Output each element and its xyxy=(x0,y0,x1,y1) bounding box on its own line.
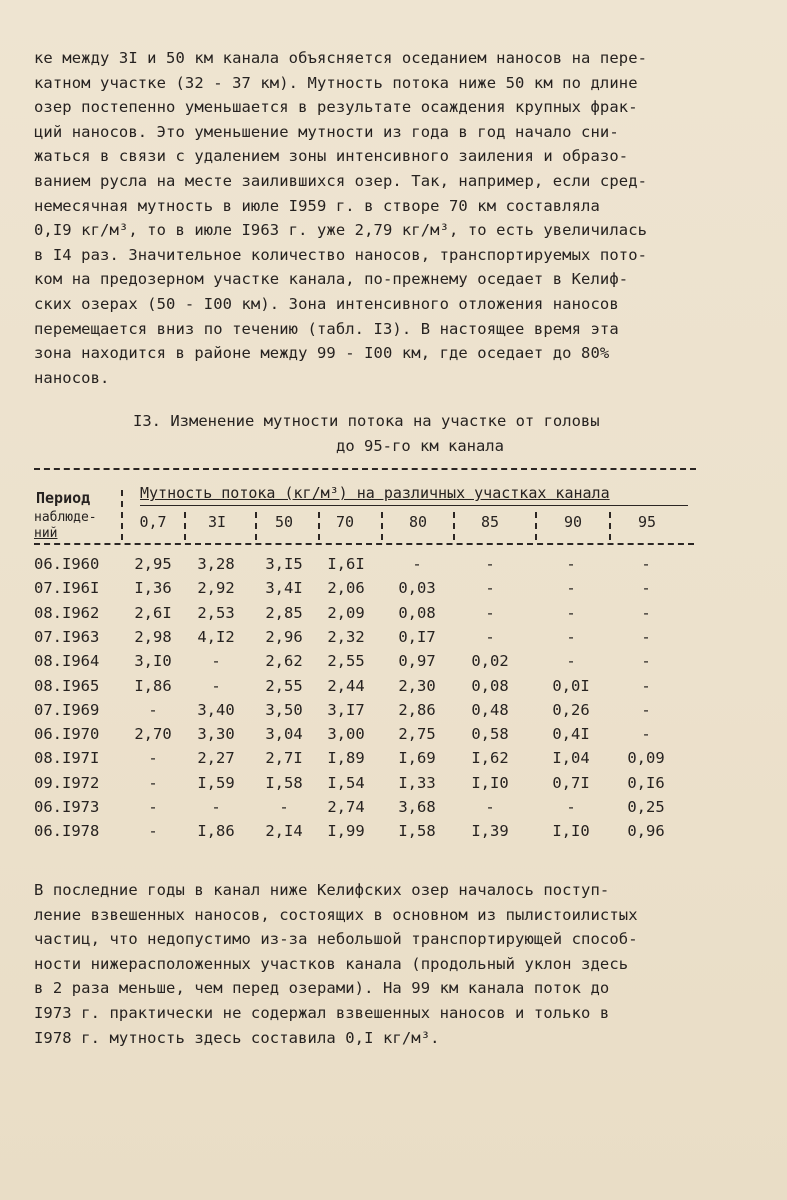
turbidity-value-cell: I,36 xyxy=(134,579,172,598)
table-row xyxy=(0,774,787,798)
text-line: немесячная мутность в июле I959 г. в створе 70 км составляла xyxy=(34,196,600,215)
turbidity-value-cell: 2,86 xyxy=(398,700,436,719)
text-line: I973 г. практически не содержал взвешенных наносов и только в xyxy=(34,1003,610,1022)
turbidity-value-cell: 2,30 xyxy=(398,676,436,695)
column-header-km-0-7: 0,7 xyxy=(139,513,167,531)
column-separator xyxy=(535,512,537,540)
table-row xyxy=(0,628,787,652)
text-line: катном участке (32 - 37 км). Мутность потока ниже 50 км по длине xyxy=(34,73,638,92)
turbidity-value-cell: 2,96 xyxy=(265,627,303,646)
text-line: ности нижерасположенных участков канала (продольный уклон здесь xyxy=(34,954,629,973)
text-line: частиц, что недопустимо из-за небольшой транспортирующей способ- xyxy=(34,930,638,949)
turbidity-value-cell: 2,6I xyxy=(134,603,172,622)
period-cell: 06.I978 xyxy=(34,822,100,841)
turbidity-value-cell: 0,09 xyxy=(627,749,665,768)
text-line: ций наносов. Это уменьшение мутности из года в год начало сни- xyxy=(34,122,619,141)
turbidity-value-cell: - xyxy=(148,822,158,841)
turbidity-group-header: Мутность потока (кг/м³) на различных участках канала xyxy=(140,484,610,502)
period-cell: 09.I972 xyxy=(34,773,100,792)
header-bottom-rule xyxy=(34,543,694,545)
text-line: ке между 3I и 50 км канала объясняется оседанием наносов на пере- xyxy=(34,49,648,67)
period-cell: 07.I963 xyxy=(34,627,100,646)
turbidity-value-cell: - xyxy=(641,555,651,573)
turbidity-value-cell: - xyxy=(641,725,651,744)
text-line: озер постепенно уменьшается в результате осаждения крупных фрак- xyxy=(34,98,638,117)
column-separator xyxy=(121,490,123,540)
turbidity-value-cell: - xyxy=(566,603,576,622)
column-header-km-70: 70 xyxy=(335,513,355,531)
period-cell: 08.I97I xyxy=(34,749,100,768)
turbidity-value-cell: I,I0 xyxy=(552,822,590,841)
text-line: перемещается вниз по течению (табл. I3). В настоящее время эта xyxy=(34,319,619,338)
turbidity-value-cell: I,58 xyxy=(265,773,303,792)
turbidity-value-cell: 3,I5 xyxy=(265,555,303,573)
turbidity-value-cell: 2,55 xyxy=(327,652,365,671)
table-row xyxy=(0,677,787,701)
turbidity-value-cell: I,89 xyxy=(327,749,365,768)
turbidity-value-cell: 2,95 xyxy=(134,555,172,573)
turbidity-value-cell: 2,7I xyxy=(265,749,303,768)
table-top-rule xyxy=(34,468,696,470)
turbidity-value-cell: I,69 xyxy=(398,749,436,768)
column-separator xyxy=(453,512,455,540)
turbidity-value-cell: I,6I xyxy=(327,555,365,573)
turbidity-value-cell: 3,68 xyxy=(398,798,436,816)
column-separator xyxy=(184,512,186,540)
column-separator xyxy=(255,512,257,540)
turbidity-value-cell: 0,I6 xyxy=(627,773,665,792)
turbidity-value-cell: - xyxy=(211,652,221,671)
text-line: В последние годы в канал ниже Келифских озер началось поступ- xyxy=(34,881,610,899)
turbidity-value-cell: - xyxy=(148,798,158,816)
turbidity-value-cell: 2,I4 xyxy=(265,822,303,841)
turbidity-value-cell: - xyxy=(566,627,576,646)
turbidity-value-cell: I,86 xyxy=(197,822,235,841)
turbidity-value-cell: I,58 xyxy=(398,822,436,841)
table-row xyxy=(0,579,787,603)
turbidity-value-cell: 3,40 xyxy=(197,700,235,719)
column-header-km-31: 3I xyxy=(207,513,227,531)
table-caption: I3. Изменение мутности потока на участке от головы xyxy=(133,412,600,430)
period-header: Период xyxy=(36,489,91,507)
turbidity-value-cell: 0,97 xyxy=(398,652,436,671)
turbidity-value-cell: 3,04 xyxy=(265,725,303,744)
text-line: ских озерах (50 - I00 км). Зона интенсивного отложения наносов xyxy=(34,294,619,313)
turbidity-value-cell: 0,I7 xyxy=(398,627,436,646)
turbidity-value-cell: I,33 xyxy=(398,773,436,792)
text-line: в 2 раза меньше, чем перед озерами). На 99 км канала поток до xyxy=(34,979,610,998)
turbidity-value-cell: 2,27 xyxy=(197,749,235,768)
turbidity-value-cell: 2,06 xyxy=(327,579,365,598)
group-header-underline xyxy=(140,505,688,506)
turbidity-value-cell: I,I0 xyxy=(471,773,509,792)
turbidity-value-cell: 2,32 xyxy=(327,627,365,646)
turbidity-value-cell: - xyxy=(148,773,158,792)
turbidity-value-cell: 0,25 xyxy=(627,798,665,816)
turbidity-value-cell: - xyxy=(566,555,576,573)
turbidity-value-cell: - xyxy=(148,749,158,768)
turbidity-value-cell: 0,02 xyxy=(471,652,509,671)
turbidity-value-cell: - xyxy=(211,676,221,695)
turbidity-value-cell: 2,55 xyxy=(265,676,303,695)
turbidity-value-cell: - xyxy=(641,652,651,671)
column-separator xyxy=(609,512,611,540)
period-cell: 06.I960 xyxy=(34,555,100,573)
column-header-km-90: 90 xyxy=(563,513,583,531)
text-line: ление взвешенных наносов, состоящих в основном из пылистоилистых xyxy=(34,905,638,924)
period-cell: 08.I964 xyxy=(34,652,100,671)
turbidity-value-cell: - xyxy=(485,627,495,646)
turbidity-value-cell: I,04 xyxy=(552,749,590,768)
turbidity-value-cell: - xyxy=(641,603,651,622)
turbidity-value-cell: - xyxy=(641,627,651,646)
table-row xyxy=(0,725,787,749)
turbidity-value-cell: 2,74 xyxy=(327,798,365,816)
turbidity-value-cell: 2,92 xyxy=(197,579,235,598)
turbidity-value-cell: 3,28 xyxy=(197,555,235,573)
turbidity-value-cell: 2,53 xyxy=(197,603,235,622)
period-cell: 07.I96I xyxy=(34,579,100,598)
table-row xyxy=(0,604,787,628)
table-caption-continued: до 95-го км канала xyxy=(336,437,504,455)
column-header-km-95: 95 xyxy=(637,513,657,531)
turbidity-value-cell: 0,7I xyxy=(552,773,590,792)
period-cell: 06.I973 xyxy=(34,798,100,816)
turbidity-value-cell: 3,4I xyxy=(265,579,303,598)
text-line: ванием русла на месте заилившихся озер. Так, например, если сред- xyxy=(34,171,648,190)
turbidity-value-cell: 0,0I xyxy=(552,676,590,695)
column-separator xyxy=(381,512,383,540)
turbidity-value-cell: - xyxy=(566,652,576,671)
turbidity-value-cell: 2,44 xyxy=(327,676,365,695)
turbidity-value-cell: 2,70 xyxy=(134,725,172,744)
turbidity-value-cell: - xyxy=(641,676,651,695)
turbidity-value-cell: 0,08 xyxy=(398,603,436,622)
turbidity-value-cell: I,62 xyxy=(471,749,509,768)
turbidity-value-cell: - xyxy=(148,700,158,719)
turbidity-value-cell: 0,03 xyxy=(398,579,436,598)
text-line: I978 г. мутность здесь составила 0,I кг/м³. xyxy=(34,1028,440,1047)
turbidity-value-cell: 0,08 xyxy=(471,676,509,695)
turbidity-value-cell: 3,50 xyxy=(265,700,303,719)
turbidity-value-cell: I,86 xyxy=(134,676,172,695)
turbidity-value-cell: - xyxy=(485,579,495,598)
turbidity-value-cell: 0,96 xyxy=(627,822,665,841)
period-cell: 07.I969 xyxy=(34,700,100,719)
text-line: ком на предозерном участке канала, по-прежнему оседает в Келиф- xyxy=(34,270,629,289)
text-line: жаться в связи с удалением зоны интенсивного заиления и образо- xyxy=(34,147,629,166)
period-cell: 08.I965 xyxy=(34,676,100,695)
period-header-continued: ний xyxy=(34,526,58,541)
turbidity-value-cell: 3,00 xyxy=(327,725,365,744)
turbidity-value-cell: 3,I7 xyxy=(327,700,365,719)
table-row xyxy=(0,555,787,579)
turbidity-value-cell: 0,26 xyxy=(552,700,590,719)
table-row xyxy=(0,749,787,773)
table-row xyxy=(0,701,787,725)
table-row xyxy=(0,652,787,676)
column-header-km-85: 85 xyxy=(480,513,500,531)
column-header-km-50: 50 xyxy=(274,513,294,531)
turbidity-value-cell: - xyxy=(641,579,651,598)
turbidity-value-cell: 2,98 xyxy=(134,627,172,646)
text-line: зона находится в районе между 99 - I00 км, где оседает до 80% xyxy=(34,344,610,363)
turbidity-value-cell: 3,I0 xyxy=(134,652,172,671)
turbidity-value-cell: 0,48 xyxy=(471,700,509,719)
turbidity-value-cell: - xyxy=(485,555,495,573)
turbidity-value-cell: - xyxy=(641,700,651,719)
turbidity-value-cell: - xyxy=(279,798,289,816)
turbidity-value-cell: - xyxy=(485,603,495,622)
paragraph-conclusion xyxy=(34,878,714,1050)
turbidity-value-cell: 2,85 xyxy=(265,603,303,622)
turbidity-value-cell: 4,I2 xyxy=(197,627,235,646)
turbidity-value-cell: 2,75 xyxy=(398,725,436,744)
turbidity-value-cell: - xyxy=(211,798,221,816)
period-cell: 08.I962 xyxy=(34,603,100,622)
turbidity-value-cell: I,54 xyxy=(327,773,365,792)
period-cell: 06.I970 xyxy=(34,725,100,744)
turbidity-value-cell: 3,30 xyxy=(197,725,235,744)
turbidity-value-cell: I,99 xyxy=(327,822,365,841)
text-line: наносов. xyxy=(34,368,110,387)
turbidity-value-cell: 0,4I xyxy=(552,725,590,744)
turbidity-value-cell: I,59 xyxy=(197,773,235,792)
paragraph-intro xyxy=(34,46,714,390)
column-header-km-80: 80 xyxy=(408,513,428,531)
table-row xyxy=(0,798,787,822)
turbidity-value-cell: - xyxy=(485,798,495,816)
turbidity-value-cell: - xyxy=(566,579,576,598)
turbidity-value-cell: - xyxy=(566,798,576,816)
text-line: в I4 раз. Значительное количество наносов, транспортируемых пото- xyxy=(34,245,648,264)
turbidity-value-cell: 2,62 xyxy=(265,652,303,671)
turbidity-value-cell: 0,58 xyxy=(471,725,509,744)
text-line: 0,I9 кг/м³, то в июле I963 г. уже 2,79 кг/м³, то есть увеличилась xyxy=(34,221,648,240)
turbidity-value-cell: - xyxy=(412,555,422,573)
turbidity-value-cell: I,39 xyxy=(471,822,509,841)
period-header-continued: наблюде- xyxy=(34,510,97,525)
turbidity-value-cell: 2,09 xyxy=(327,603,365,622)
table-row xyxy=(0,822,787,846)
